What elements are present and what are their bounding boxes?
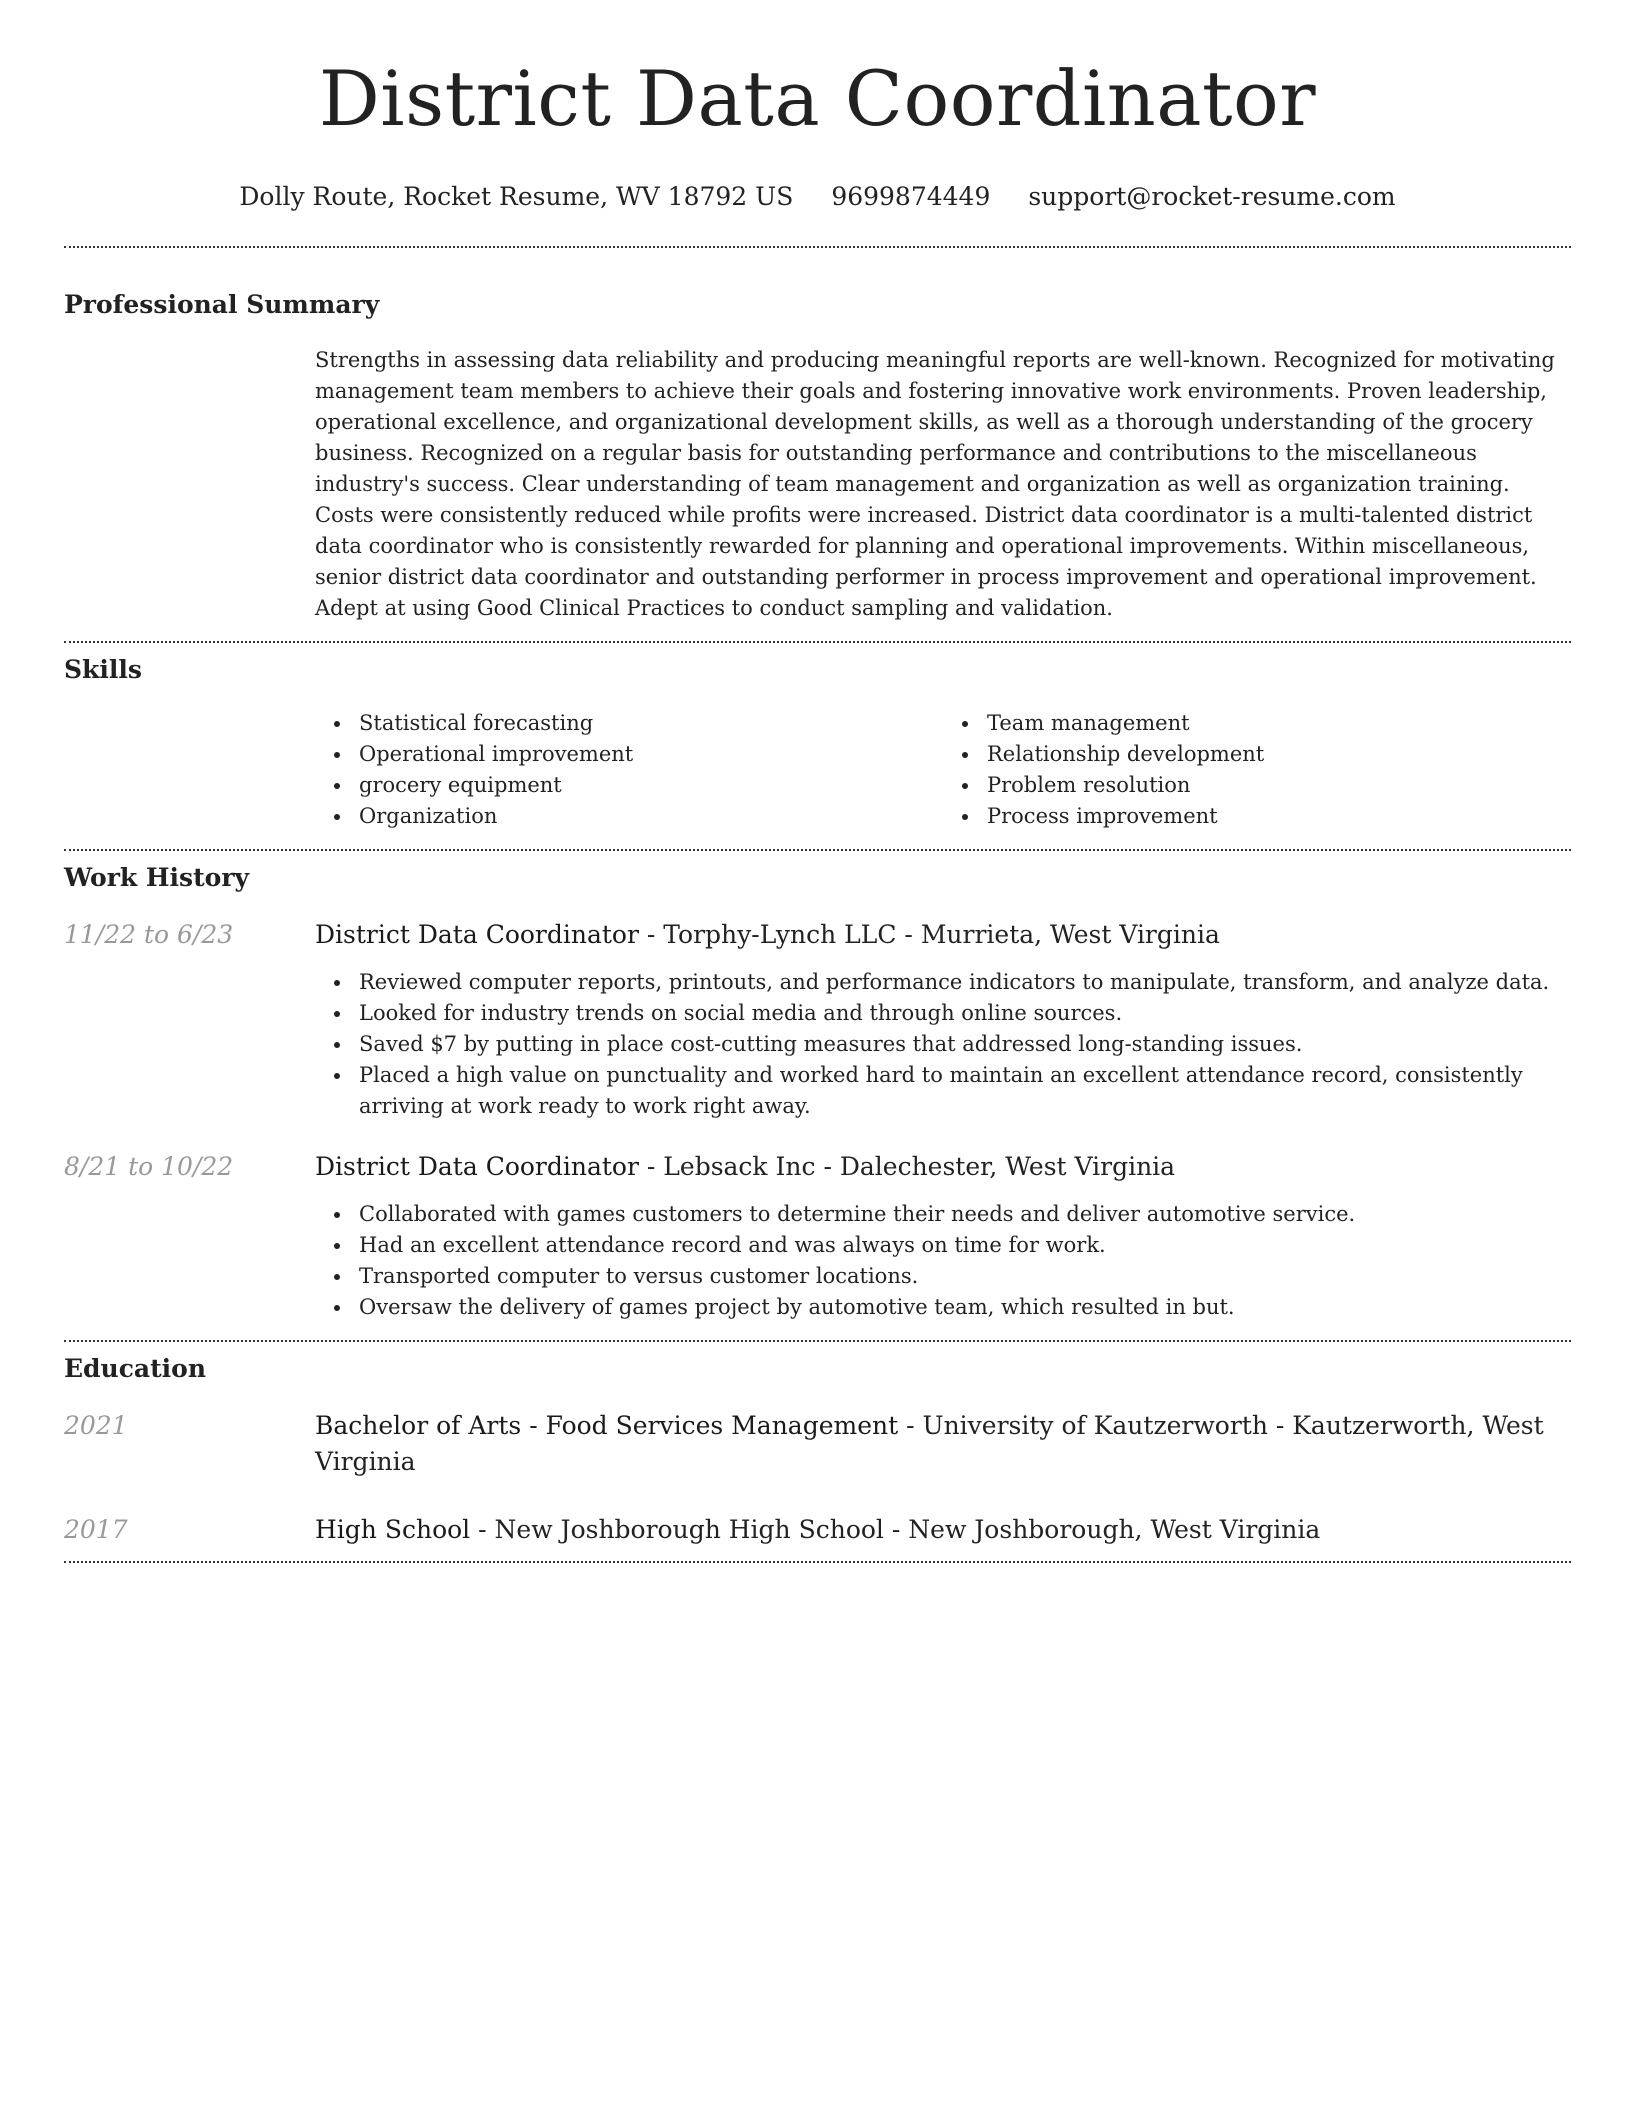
section-title-education: Education xyxy=(64,1354,207,1383)
job-bullet: Collaborated with games customers to determine their needs and deliver automotive service. xyxy=(359,1199,1571,1230)
job-position: District Data Coordinator xyxy=(315,920,639,949)
summary-section xyxy=(64,248,1571,624)
job-body xyxy=(315,917,1571,1122)
skill-item: Problem resolution xyxy=(987,770,1571,801)
job-bullet: Reviewed computer reports, printouts, and performance indicators to manipulate, transform, and analyze data. xyxy=(359,967,1571,998)
education-school: - New Joshborough High School - New Joshborough, West Virginia xyxy=(470,1515,1321,1544)
job-bullet: Had an excellent attendance record and was always on time for work. xyxy=(359,1230,1571,1261)
skill-item: Team management xyxy=(987,708,1571,739)
skill-item: grocery equipment xyxy=(359,770,943,801)
job-body xyxy=(315,1149,1571,1323)
education-divider xyxy=(64,1561,1571,1563)
skill-item: Relationship development xyxy=(987,739,1571,770)
education-year: 2021 xyxy=(64,1411,128,1440)
skill-item: Organization xyxy=(359,801,943,832)
job-bullets xyxy=(315,1199,1571,1323)
job-bullet: Saved $7 by putting in place cost-cutting measures that addressed long-standing issues. xyxy=(359,1029,1571,1060)
resume-page xyxy=(64,0,1571,1563)
work-section xyxy=(64,851,1571,1323)
skills-list-left xyxy=(315,708,943,832)
education-entry xyxy=(64,1512,1571,1548)
job-bullets xyxy=(315,967,1571,1122)
education-heading xyxy=(315,1408,1571,1480)
job-position: District Data Coordinator xyxy=(315,1152,639,1181)
job-entry xyxy=(64,917,1571,1122)
skill-item: Statistical forecasting xyxy=(359,708,943,739)
education-body xyxy=(315,1408,1571,1480)
contact-address: Dolly Route, Rocket Resume, WV 18792 US xyxy=(239,182,794,211)
education-degree: High School xyxy=(315,1515,471,1544)
skills-grid xyxy=(315,708,1571,832)
job-bullet: Looked for industry trends on social media and through online sources. xyxy=(359,998,1571,1029)
section-title-work: Work History xyxy=(64,863,250,892)
job-bullet: Placed a high value on punctuality and worked hard to maintain an excellent attendance record, consistently arriving at work ready to work right away. xyxy=(359,1060,1571,1122)
section-title-summary: Professional Summary xyxy=(64,290,380,319)
job-company: - Torphy-Lynch LLC - Murrieta, West Virginia xyxy=(638,920,1220,949)
job-heading xyxy=(315,917,1571,953)
job-company: - Lebsack Inc - Dalechester, West Virginia xyxy=(638,1152,1176,1181)
contact-email: support@rocket-resume.com xyxy=(1028,182,1396,211)
job-dates: 11/22 to 6/23 xyxy=(64,920,234,949)
job-heading xyxy=(315,1149,1571,1185)
education-section xyxy=(64,1342,1571,1548)
skills-section xyxy=(64,643,1571,832)
education-school: - University of Kautzerworth - Kautzerworth, West Virginia xyxy=(315,1411,1544,1476)
skills-list-right xyxy=(943,708,1571,832)
candidate-name: District Data Coordinator xyxy=(318,54,1317,143)
job-dates: 8/21 to 10/22 xyxy=(64,1152,234,1181)
contact-phone: 9699874449 xyxy=(831,182,991,211)
section-title-skills: Skills xyxy=(64,655,142,684)
education-body xyxy=(315,1512,1571,1548)
education-heading xyxy=(315,1512,1571,1548)
education-entry xyxy=(64,1408,1571,1480)
education-degree: Bachelor of Arts - Food Services Management xyxy=(315,1411,899,1440)
job-bullet: Transported computer to versus customer locations. xyxy=(359,1261,1571,1292)
skill-item: Operational improvement xyxy=(359,739,943,770)
summary-text: Strengths in assessing data reliability and producing meaningful reports are well-known. Recognized for motivating management team members to achieve their goals and fostering innovative work environments. Proven leadership, operational excellence, and organizational development skills, as well as a thorough understanding of the grocery business. Recognized on a regular basis for outstanding performance and contributions to the miscellaneous industry's success. Clear understanding of team management and organization as well as organization training. Costs were consistently reduced while profits were increased. District data coordinator is a multi-talented district data coordinator who is consistently rewarded for planning and operational improvements. Within miscellaneous, senior district data coordinator and outstanding performer in process improvement and operational improvement. Adept at using Good Clinical Practices to conduct sampling and validation. xyxy=(315,348,1555,620)
contact-line xyxy=(64,177,1571,217)
job-entry xyxy=(64,1149,1571,1323)
education-year: 2017 xyxy=(64,1515,128,1544)
job-bullet: Oversaw the delivery of games project by automotive team, which resulted in but. xyxy=(359,1292,1571,1323)
skill-item: Process improvement xyxy=(987,801,1571,832)
